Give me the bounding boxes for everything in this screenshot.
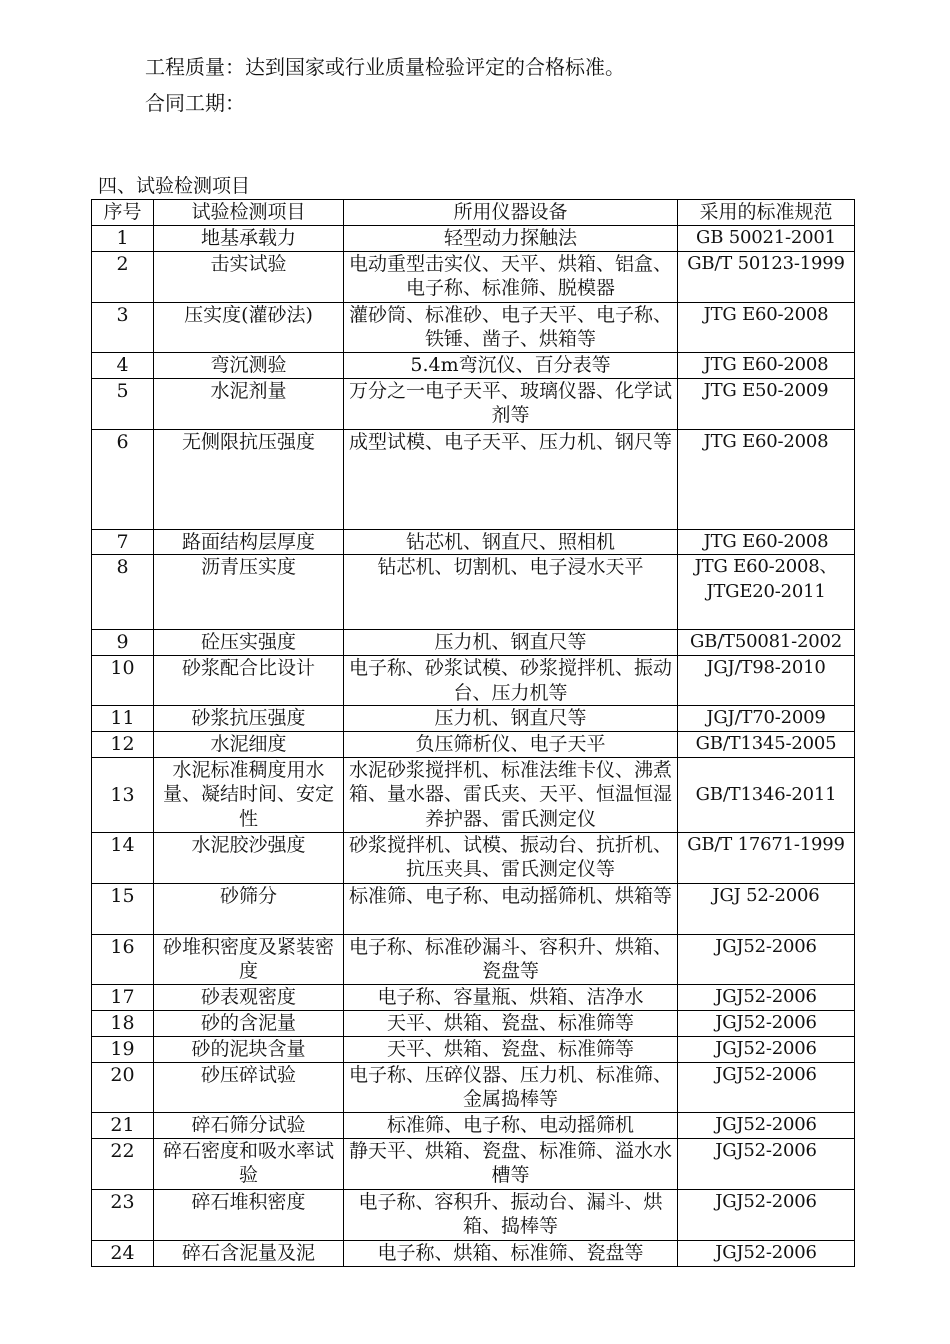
table-row	[92, 252, 855, 303]
equipment-cell: 轻型动力探触法	[344, 226, 678, 252]
equipment-cell: 电子称、容积升、振动台、漏斗、烘箱、捣棒等	[344, 1189, 678, 1240]
test-item-cell: 路面结构层厚度	[154, 530, 344, 555]
standard-cell: JTG E60-2008	[678, 353, 855, 379]
test-item-cell: 碎石含泥量及泥	[154, 1240, 344, 1266]
test-item-cell: 砂的泥块含量	[154, 1036, 344, 1062]
row-number-cell: 7	[92, 530, 154, 555]
standard-cell: JGJ52-2006	[678, 984, 855, 1010]
test-item-cell: 水泥胶沙强度	[154, 832, 344, 883]
table-row	[92, 934, 855, 984]
row-number-cell: 2	[92, 252, 154, 303]
table-header-row	[92, 200, 855, 226]
test-item-cell: 砂表观密度	[154, 984, 344, 1010]
table-row	[92, 1138, 855, 1189]
standard-cell: GB/T1346-2011	[678, 757, 855, 832]
equipment-cell: 成型试模、电子天平、压力机、钢尺等	[344, 430, 678, 530]
table-row	[92, 430, 855, 530]
standard-cell: GB/T 50123-1999	[678, 252, 855, 303]
standard-cell: GB 50021-2001	[678, 226, 855, 252]
table-row	[92, 757, 855, 832]
standard-cell: JTG E60-2008、JTGE20-2011	[678, 555, 855, 630]
table-row	[92, 530, 855, 555]
standard-cell: GB/T50081-2002	[678, 630, 855, 656]
equipment-cell: 天平、烘箱、瓷盘、标准筛等	[344, 1010, 678, 1036]
row-number-cell: 14	[92, 832, 154, 883]
test-item-cell: 水泥剂量	[154, 379, 344, 430]
row-number-cell: 17	[92, 984, 154, 1010]
test-item-cell: 砂浆抗压强度	[154, 706, 344, 732]
standard-cell: GB/T 17671-1999	[678, 832, 855, 883]
test-item-cell: 弯沉测验	[154, 353, 344, 379]
row-number-cell: 9	[92, 630, 154, 656]
table-row	[92, 1010, 855, 1036]
standard-cell: JTG E60-2008	[678, 303, 855, 353]
row-number-cell: 18	[92, 1010, 154, 1036]
standard-cell: JTG E60-2008	[678, 530, 855, 555]
equipment-cell: 电子称、容量瓶、烘箱、洁净水	[344, 984, 678, 1010]
row-number-cell: 24	[92, 1240, 154, 1266]
table-row	[92, 630, 855, 656]
row-number-cell: 1	[92, 226, 154, 252]
row-number-cell: 15	[92, 883, 154, 934]
equipment-cell: 压力机、钢直尺等	[344, 706, 678, 732]
header-standard: 采用的标准规范	[678, 200, 855, 226]
row-number-cell: 22	[92, 1138, 154, 1189]
row-number-cell: 21	[92, 1112, 154, 1138]
table-row	[92, 1062, 855, 1112]
equipment-cell: 5.4m弯沉仪、百分表等	[344, 353, 678, 379]
table-row	[92, 555, 855, 630]
test-item-cell: 碎石筛分试验	[154, 1112, 344, 1138]
test-item-cell: 地基承载力	[154, 226, 344, 252]
equipment-cell: 钻芯机、钢直尺、照相机	[344, 530, 678, 555]
standard-cell: JGJ52-2006	[678, 1062, 855, 1112]
row-number-cell: 6	[92, 430, 154, 530]
quality-paragraph: 工程质量：达到国家或行业质量检验评定的合格标准。	[145, 55, 625, 79]
section-title: 四、试验检测项目	[98, 175, 251, 197]
standard-cell: JGJ/T98-2010	[678, 656, 855, 706]
standard-cell: JGJ52-2006	[678, 1036, 855, 1062]
standard-cell: JGJ52-2006	[678, 1112, 855, 1138]
test-item-cell: 碎石堆积密度	[154, 1189, 344, 1240]
table-row	[92, 303, 855, 353]
row-number-cell: 23	[92, 1189, 154, 1240]
row-number-cell: 19	[92, 1036, 154, 1062]
row-number-cell: 20	[92, 1062, 154, 1112]
equipment-cell: 灌砂筒、标准砂、电子天平、电子称、铁锤、凿子、烘箱等	[344, 303, 678, 353]
row-number-cell: 8	[92, 555, 154, 630]
equipment-cell: 电子称、压碎仪器、压力机、标准筛、金属捣棒等	[344, 1062, 678, 1112]
equipment-cell: 天平、烘箱、瓷盘、标准筛等	[344, 1036, 678, 1062]
standard-cell: JGJ52-2006	[678, 1240, 855, 1266]
table-row	[92, 832, 855, 883]
equipment-cell: 电子称、砂浆试模、砂浆搅拌机、振动台、压力机等	[344, 656, 678, 706]
standard-cell: JTG E50-2009	[678, 379, 855, 430]
table-row	[92, 379, 855, 430]
row-number-cell: 16	[92, 934, 154, 984]
test-item-cell: 水泥标准稠度用水量、凝结时间、安定性	[154, 757, 344, 832]
standard-cell: JTG E60-2008	[678, 430, 855, 530]
test-item-cell: 水泥细度	[154, 732, 344, 757]
equipment-cell: 电子称、标准砂漏斗、容积升、烘箱、瓷盘等	[344, 934, 678, 984]
test-item-cell: 砂的含泥量	[154, 1010, 344, 1036]
equipment-cell: 电子称、烘箱、标准筛、瓷盘等	[344, 1240, 678, 1266]
standard-cell: GB/T1345-2005	[678, 732, 855, 757]
row-number-cell: 5	[92, 379, 154, 430]
equipment-cell: 负压筛析仪、电子天平	[344, 732, 678, 757]
table-row	[92, 984, 855, 1010]
header-item: 试验检测项目	[154, 200, 344, 226]
row-number-cell: 12	[92, 732, 154, 757]
equipment-cell: 静天平、烘箱、瓷盘、标准筛、溢水水槽等	[344, 1138, 678, 1189]
equipment-cell: 钻芯机、切割机、电子浸水天平	[344, 555, 678, 630]
test-items-table	[91, 199, 855, 1267]
test-item-cell: 砼压实强度	[154, 630, 344, 656]
test-item-cell: 压实度(灌砂法)	[154, 303, 344, 353]
contract-period-paragraph: 合同工期：	[145, 91, 245, 115]
standard-cell: JGJ52-2006	[678, 1010, 855, 1036]
equipment-cell: 砂浆搅拌机、试模、振动台、抗折机、抗压夹具、雷氏测定仪等	[344, 832, 678, 883]
standard-cell: JGJ52-2006	[678, 1138, 855, 1189]
standard-cell: JGJ 52-2006	[678, 883, 855, 934]
table-row	[92, 656, 855, 706]
test-item-cell: 沥青压实度	[154, 555, 344, 630]
row-number-cell: 13	[92, 757, 154, 832]
header-equipment: 所用仪器设备	[344, 200, 678, 226]
equipment-cell: 万分之一电子天平、玻璃仪器、化学试剂等	[344, 379, 678, 430]
test-item-cell: 无侧限抗压强度	[154, 430, 344, 530]
test-item-cell: 砂堆积密度及紧装密度	[154, 934, 344, 984]
equipment-cell: 水泥砂浆搅拌机、标准法维卡仪、沸煮箱、量水器、雷氏夹、天平、恒温恒湿养护器、雷氏测定仪	[344, 757, 678, 832]
equipment-cell: 压力机、钢直尺等	[344, 630, 678, 656]
header-no: 序号	[92, 200, 154, 226]
row-number-cell: 10	[92, 656, 154, 706]
row-number-cell: 11	[92, 706, 154, 732]
standard-cell: JGJ/T70-2009	[678, 706, 855, 732]
table-row	[92, 226, 855, 252]
standard-cell: JGJ52-2006	[678, 934, 855, 984]
row-number-cell: 3	[92, 303, 154, 353]
table-row	[92, 1189, 855, 1240]
equipment-cell: 标准筛、电子称、电动摇筛机、烘箱等	[344, 883, 678, 934]
table-row	[92, 732, 855, 757]
test-item-cell: 砂浆配合比设计	[154, 656, 344, 706]
row-number-cell: 4	[92, 353, 154, 379]
table-row	[92, 353, 855, 379]
table-row	[92, 1036, 855, 1062]
test-item-cell: 砂筛分	[154, 883, 344, 934]
equipment-cell: 电动重型击实仪、天平、烘箱、铝盒、电子称、标准筛、脱模器	[344, 252, 678, 303]
test-item-cell: 碎石密度和吸水率试验	[154, 1138, 344, 1189]
table-body	[92, 226, 855, 1267]
test-item-cell: 砂压碎试验	[154, 1062, 344, 1112]
table-row	[92, 1112, 855, 1138]
table-row	[92, 1240, 855, 1266]
table-row	[92, 883, 855, 934]
table-row	[92, 706, 855, 732]
standard-cell: JGJ52-2006	[678, 1189, 855, 1240]
test-item-cell: 击实试验	[154, 252, 344, 303]
equipment-cell: 标准筛、电子称、电动摇筛机	[344, 1112, 678, 1138]
